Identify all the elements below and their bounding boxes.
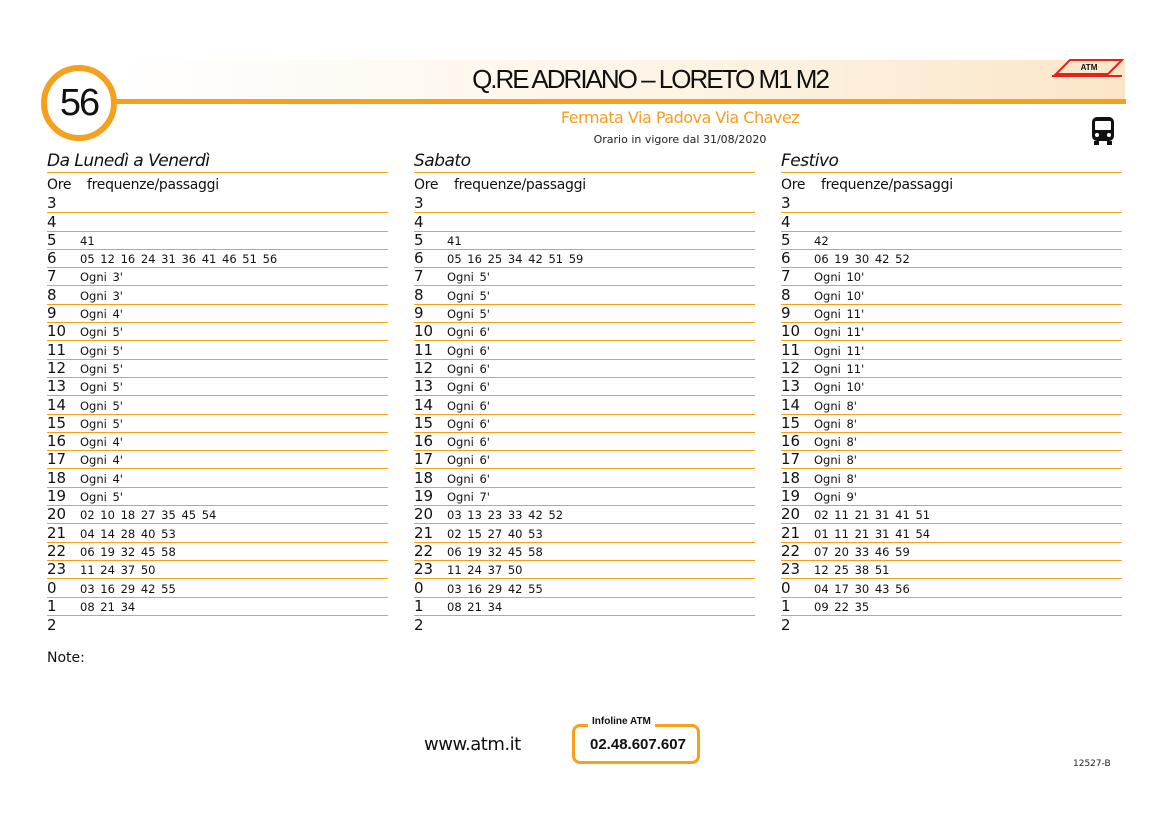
table-row xyxy=(414,396,755,414)
times-cell: Ogni 6' xyxy=(447,435,490,450)
times-cell: 41 xyxy=(80,233,95,248)
timetable-weekday xyxy=(47,150,388,634)
frequency-header: frequenze/passaggi xyxy=(821,177,953,193)
times-cell: Ogni 6' xyxy=(447,343,490,358)
atm-logo-text: ATM xyxy=(1080,63,1098,72)
hour-cell: 20 xyxy=(414,505,434,524)
table-row xyxy=(414,341,755,359)
times-cell: Ogni 5' xyxy=(447,288,490,303)
table-row xyxy=(781,506,1122,524)
times-cell: 11 24 37 50 xyxy=(80,563,156,578)
header-rule xyxy=(96,99,1126,104)
hour-cell: 18 xyxy=(47,468,67,487)
frequency-header: frequenze/passaggi xyxy=(87,177,219,193)
table-row xyxy=(414,268,755,286)
table-row xyxy=(781,213,1122,231)
hour-cell: 11 xyxy=(47,340,67,359)
times-cell: Ogni 6' xyxy=(447,325,490,340)
hour-cell: 3 xyxy=(414,194,424,213)
times-cell: 06 19 32 45 58 xyxy=(447,544,543,559)
hour-header: Ore xyxy=(47,177,72,193)
hour-cell: 23 xyxy=(781,560,801,579)
hour-cell: 0 xyxy=(781,578,791,597)
hour-cell: 22 xyxy=(781,541,801,560)
table-row xyxy=(781,579,1122,597)
times-cell: Ogni 8' xyxy=(814,435,857,450)
hour-cell: 13 xyxy=(781,377,801,396)
times-cell: 01 11 21 31 41 54 xyxy=(814,526,931,541)
hour-cell: 23 xyxy=(414,560,434,579)
table-row xyxy=(781,451,1122,469)
column-subheader xyxy=(781,173,1122,195)
times-cell: 03 16 29 42 55 xyxy=(80,581,176,596)
times-cell: Ogni 4' xyxy=(80,307,123,322)
hour-cell: 0 xyxy=(47,578,57,597)
table-row xyxy=(47,396,388,414)
table-row xyxy=(414,451,755,469)
table-row xyxy=(781,433,1122,451)
table-row xyxy=(47,268,388,286)
hour-cell: 15 xyxy=(781,413,801,432)
table-row xyxy=(414,561,755,579)
table-row xyxy=(47,213,388,231)
column-subheader xyxy=(47,173,388,195)
table-row xyxy=(414,579,755,597)
times-cell: 08 21 34 xyxy=(447,599,503,614)
times-cell: Ogni 5' xyxy=(80,398,123,413)
hour-cell: 5 xyxy=(47,230,57,249)
hour-cell: 10 xyxy=(781,322,801,341)
column-title: Festivo xyxy=(781,150,1122,173)
hour-cell: 6 xyxy=(414,249,424,268)
times-cell: Ogni 6' xyxy=(447,416,490,431)
times-cell: 02 11 21 31 41 51 xyxy=(814,508,931,523)
hour-header: Ore xyxy=(414,177,439,193)
times-cell: Ogni 8' xyxy=(814,471,857,486)
hour-cell: 4 xyxy=(781,212,791,231)
table-row xyxy=(781,323,1122,341)
hour-cell: 16 xyxy=(47,432,67,451)
table-row xyxy=(781,543,1122,561)
hour-cell: 17 xyxy=(781,450,801,469)
table-row xyxy=(781,469,1122,487)
hour-cell: 19 xyxy=(47,487,67,506)
table-row xyxy=(414,250,755,268)
times-cell: Ogni 10' xyxy=(814,288,865,303)
hour-cell: 12 xyxy=(414,358,434,377)
table-row xyxy=(414,213,755,231)
table-row xyxy=(47,415,388,433)
hour-cell: 14 xyxy=(47,395,67,414)
hour-cell: 17 xyxy=(414,450,434,469)
table-row xyxy=(414,232,755,250)
table-row xyxy=(47,616,388,634)
table-row xyxy=(781,396,1122,414)
table-row xyxy=(414,616,755,634)
table-row xyxy=(47,524,388,542)
table-row xyxy=(47,341,388,359)
table-row xyxy=(47,378,388,396)
table-row xyxy=(781,360,1122,378)
table-row xyxy=(414,360,755,378)
hour-cell: 21 xyxy=(47,523,67,542)
hour-cell: 3 xyxy=(47,194,57,213)
hour-cell: 15 xyxy=(414,413,434,432)
hour-cell: 9 xyxy=(781,304,791,323)
times-cell: Ogni 5' xyxy=(80,325,123,340)
times-cell: Ogni 5' xyxy=(80,380,123,395)
hour-cell: 16 xyxy=(414,432,434,451)
timetable-holiday xyxy=(781,150,1122,634)
hour-cell: 7 xyxy=(47,267,57,286)
hour-cell: 17 xyxy=(47,450,67,469)
hour-cell: 7 xyxy=(414,267,424,286)
times-cell: 08 21 34 xyxy=(80,599,136,614)
table-row xyxy=(414,286,755,304)
atm-logo xyxy=(1052,58,1124,78)
times-cell: 04 14 28 40 53 xyxy=(80,526,176,541)
hour-cell: 1 xyxy=(414,596,424,615)
table-row xyxy=(414,524,755,542)
times-cell: Ogni 6' xyxy=(447,471,490,486)
hour-cell: 1 xyxy=(47,596,57,615)
timetable-rows xyxy=(414,195,755,634)
table-row xyxy=(414,305,755,323)
route-title: Q.RE ADRIANO – LORETO M1 M2 xyxy=(472,64,828,94)
table-row xyxy=(47,305,388,323)
times-cell: 04 17 30 43 56 xyxy=(814,581,910,596)
table-row xyxy=(414,488,755,506)
hour-cell: 12 xyxy=(781,358,801,377)
times-cell: Ogni 5' xyxy=(80,361,123,376)
column-subheader xyxy=(414,173,755,195)
times-cell: Ogni 8' xyxy=(814,453,857,468)
frequency-header: frequenze/passaggi xyxy=(454,177,586,193)
timetable-rows xyxy=(47,195,388,634)
times-cell: Ogni 4' xyxy=(80,435,123,450)
hour-cell: 6 xyxy=(781,249,791,268)
times-cell: 03 16 29 42 55 xyxy=(447,581,543,596)
table-row xyxy=(781,232,1122,250)
hour-cell: 13 xyxy=(414,377,434,396)
hour-cell: 16 xyxy=(781,432,801,451)
times-cell: Ogni 7' xyxy=(447,490,490,505)
hour-cell: 4 xyxy=(414,212,424,231)
hour-cell: 19 xyxy=(781,487,801,506)
times-cell: Ogni 5' xyxy=(80,490,123,505)
times-cell: Ogni 11' xyxy=(814,361,865,376)
hour-cell: 14 xyxy=(414,395,434,414)
document-code: 12527-B xyxy=(1073,759,1111,769)
table-row xyxy=(47,488,388,506)
route-number-badge: 56 xyxy=(41,65,117,141)
hour-cell: 14 xyxy=(781,395,801,414)
table-row xyxy=(781,268,1122,286)
table-row xyxy=(47,579,388,597)
times-cell: Ogni 5' xyxy=(447,307,490,322)
table-row xyxy=(414,469,755,487)
table-row xyxy=(47,561,388,579)
times-cell: Ogni 6' xyxy=(447,398,490,413)
table-row xyxy=(781,616,1122,634)
hour-cell: 1 xyxy=(781,596,791,615)
hour-cell: 8 xyxy=(414,285,424,304)
column-title: Sabato xyxy=(414,150,755,173)
table-row xyxy=(781,250,1122,268)
times-cell: Ogni 8' xyxy=(814,398,857,413)
table-row xyxy=(781,524,1122,542)
times-cell: Ogni 3' xyxy=(80,288,123,303)
infoline-phone[interactable]: 02.48.607.607 xyxy=(590,736,686,753)
table-row xyxy=(414,543,755,561)
table-row xyxy=(781,286,1122,304)
hour-cell: 8 xyxy=(781,285,791,304)
hour-cell: 18 xyxy=(781,468,801,487)
hour-cell: 13 xyxy=(47,377,67,396)
times-cell: 05 16 25 34 42 51 59 xyxy=(447,252,584,267)
table-row xyxy=(781,341,1122,359)
infoline-label: Infoline ATM xyxy=(588,716,655,727)
hour-cell: 4 xyxy=(47,212,57,231)
table-row xyxy=(414,323,755,341)
table-row xyxy=(47,598,388,616)
hour-cell: 10 xyxy=(47,322,67,341)
times-cell: 07 20 33 46 59 xyxy=(814,544,910,559)
timetable-rows xyxy=(781,195,1122,634)
times-cell: Ogni 4' xyxy=(80,471,123,486)
times-cell: 05 12 16 24 31 36 41 46 51 56 xyxy=(80,252,278,267)
times-cell: 11 24 37 50 xyxy=(447,563,523,578)
times-cell: Ogni 8' xyxy=(814,416,857,431)
hour-cell: 0 xyxy=(414,578,424,597)
table-row xyxy=(47,543,388,561)
hour-cell: 6 xyxy=(47,249,57,268)
times-cell: Ogni 11' xyxy=(814,325,865,340)
table-row xyxy=(47,323,388,341)
table-row xyxy=(47,469,388,487)
table-row xyxy=(781,305,1122,323)
notes-label: Note: xyxy=(47,650,85,666)
times-cell: 09 22 35 xyxy=(814,599,870,614)
hour-cell: 12 xyxy=(47,358,67,377)
hour-cell: 21 xyxy=(414,523,434,542)
hour-cell: 19 xyxy=(414,487,434,506)
hour-cell: 20 xyxy=(47,505,67,524)
times-cell: Ogni 6' xyxy=(447,453,490,468)
times-cell: 12 25 38 51 xyxy=(814,563,890,578)
table-row xyxy=(781,195,1122,213)
times-cell: Ogni 11' xyxy=(814,307,865,322)
table-row xyxy=(414,195,755,213)
hour-cell: 2 xyxy=(47,616,57,635)
hour-cell: 22 xyxy=(47,541,67,560)
times-cell: Ogni 11' xyxy=(814,343,865,358)
times-cell: Ogni 3' xyxy=(80,270,123,285)
hour-cell: 2 xyxy=(414,616,424,635)
timetable-saturday xyxy=(414,150,755,634)
hour-cell: 9 xyxy=(47,304,57,323)
hour-cell: 3 xyxy=(781,194,791,213)
table-row xyxy=(47,286,388,304)
times-cell: Ogni 6' xyxy=(447,361,490,376)
times-cell: Ogni 5' xyxy=(447,270,490,285)
table-row xyxy=(47,360,388,378)
hour-cell: 20 xyxy=(781,505,801,524)
times-cell: Ogni 5' xyxy=(80,416,123,431)
times-cell: 41 xyxy=(447,233,462,248)
times-cell: 06 19 30 42 52 xyxy=(814,252,910,267)
times-cell: Ogni 10' xyxy=(814,380,865,395)
table-row xyxy=(47,195,388,213)
hour-cell: 2 xyxy=(781,616,791,635)
table-row xyxy=(47,250,388,268)
table-row xyxy=(781,598,1122,616)
table-row xyxy=(47,506,388,524)
times-cell: Ogni 4' xyxy=(80,453,123,468)
times-cell: Ogni 5' xyxy=(80,343,123,358)
table-row xyxy=(47,433,388,451)
times-cell: Ogni 6' xyxy=(447,380,490,395)
hour-cell: 10 xyxy=(414,322,434,341)
times-cell: 03 13 23 33 42 52 xyxy=(447,508,564,523)
validity-date: Orario in vigore dal 31/08/2020 xyxy=(593,133,767,146)
stop-name: Fermata Via Padova Via Chavez xyxy=(560,108,800,127)
times-cell: 02 15 27 40 53 xyxy=(447,526,543,541)
hour-cell: 5 xyxy=(781,230,791,249)
table-row xyxy=(781,415,1122,433)
table-row xyxy=(414,598,755,616)
table-row xyxy=(781,561,1122,579)
hour-cell: 9 xyxy=(414,304,424,323)
table-row xyxy=(47,451,388,469)
times-cell: Ogni 9' xyxy=(814,490,857,505)
table-row xyxy=(414,433,755,451)
times-cell: 42 xyxy=(814,233,829,248)
hour-cell: 7 xyxy=(781,267,791,286)
hour-cell: 5 xyxy=(414,230,424,249)
table-row xyxy=(414,506,755,524)
hour-cell: 11 xyxy=(414,340,434,359)
hour-cell: 22 xyxy=(414,541,434,560)
bus-icon xyxy=(1090,116,1116,146)
table-row xyxy=(414,378,755,396)
table-row xyxy=(414,415,755,433)
table-row xyxy=(47,232,388,250)
table-row xyxy=(781,488,1122,506)
hour-cell: 18 xyxy=(414,468,434,487)
hour-cell: 21 xyxy=(781,523,801,542)
column-title: Da Lunedì a Venerdì xyxy=(47,150,388,173)
website-link[interactable]: www.atm.it xyxy=(424,734,521,755)
times-cell: 06 19 32 45 58 xyxy=(80,544,176,559)
hour-cell: 15 xyxy=(47,413,67,432)
table-row xyxy=(781,378,1122,396)
infoline-box xyxy=(572,716,706,770)
hour-cell: 11 xyxy=(781,340,801,359)
times-cell: Ogni 10' xyxy=(814,270,865,285)
hour-header: Ore xyxy=(781,177,806,193)
times-cell: 02 10 18 27 35 45 54 xyxy=(80,508,217,523)
hour-cell: 8 xyxy=(47,285,57,304)
hour-cell: 23 xyxy=(47,560,67,579)
